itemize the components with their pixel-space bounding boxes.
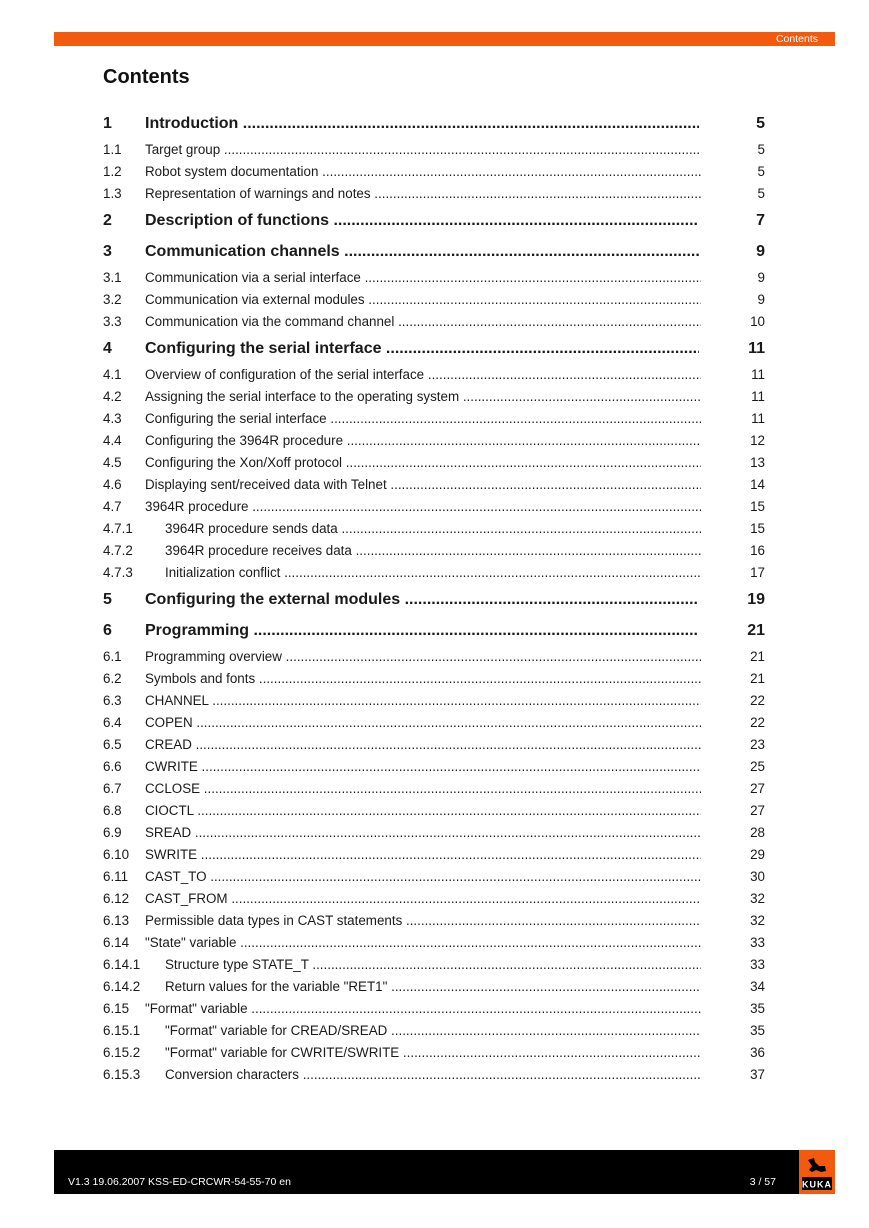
toc-entry-title-leader	[145, 408, 701, 430]
toc-entry-title: CHANNEL	[145, 693, 209, 708]
toc-entry[interactable]	[103, 888, 765, 910]
toc-entry-title: "State" variable	[145, 935, 237, 950]
toc-entry[interactable]	[103, 646, 765, 668]
toc-entry-page: 30	[750, 869, 765, 884]
toc-entry-title: Return values for the variable "RET1"	[165, 979, 388, 994]
toc-entry[interactable]	[103, 518, 765, 540]
toc-entry[interactable]	[103, 139, 765, 161]
toc-entry-title-leader	[145, 800, 701, 822]
toc-entry-title-leader	[145, 364, 701, 386]
toc-entry[interactable]	[103, 734, 765, 756]
toc-entry-number: 3.3	[103, 314, 122, 329]
toc-entry-page: 10	[750, 314, 765, 329]
toc-entry-page: 11	[748, 340, 765, 357]
toc-entry-title-leader	[145, 474, 701, 496]
toc-entry-number: 6.6	[103, 759, 122, 774]
toc-entry-title-leader	[145, 584, 699, 615]
toc-entry-title: 3964R procedure receives data	[165, 543, 352, 558]
toc-entry-number: 6.10	[103, 847, 130, 862]
toc-chapter-entry[interactable]	[103, 205, 765, 236]
toc-entry-title: "Format" variable for CREAD/SREAD	[165, 1023, 388, 1038]
toc-entry-number: 6.15.3	[103, 1067, 141, 1082]
toc-entry[interactable]	[103, 976, 765, 998]
toc-entry[interactable]	[103, 1020, 765, 1042]
toc-entry-number: 6.2	[103, 671, 122, 686]
toc-entry-page: 22	[750, 693, 765, 708]
toc-entry-title-leader	[145, 910, 701, 932]
toc-entry[interactable]	[103, 452, 765, 474]
toc-entry[interactable]	[103, 712, 765, 734]
toc-entry-title: Configuring the serial interface	[145, 340, 382, 357]
toc-entry-page: 5	[756, 115, 765, 132]
toc-entry[interactable]	[103, 668, 765, 690]
toc-entry-page: 36	[750, 1045, 765, 1060]
toc-entry-number: 4.3	[103, 411, 122, 426]
toc-entry-number: 4.5	[103, 455, 122, 470]
toc-entry-page: 5	[757, 186, 765, 201]
toc-chapter-entry[interactable]	[103, 108, 765, 139]
toc-entry-number: 6.15.2	[103, 1045, 141, 1060]
toc-entry-page: 32	[750, 891, 765, 906]
toc-entry-number: 6.14.2	[103, 979, 141, 994]
toc-entry-title: Conversion characters	[165, 1067, 299, 1082]
toc-entry-title: Configuring the 3964R procedure	[145, 433, 344, 448]
toc-entry[interactable]	[103, 430, 765, 452]
toc-entry[interactable]	[103, 161, 765, 183]
toc-entry-title-leader	[145, 888, 701, 910]
toc-entry-title-leader	[145, 866, 701, 888]
toc-entry[interactable]	[103, 954, 765, 976]
toc-entry[interactable]	[103, 474, 765, 496]
toc-entry-title: Configuring the serial interface	[145, 411, 327, 426]
toc-entry[interactable]	[103, 866, 765, 888]
toc-entry-number: 6.15.1	[103, 1023, 141, 1038]
toc-entry-number: 6.7	[103, 781, 122, 796]
toc-entry-title: Displaying sent/received data with Telnet	[145, 477, 387, 492]
toc-entry-title-leader	[145, 311, 701, 333]
toc-entry-title: SWRITE	[145, 847, 198, 862]
toc-entry-page: 25	[750, 759, 765, 774]
toc-entry-number: 1.3	[103, 186, 122, 201]
toc-entry-title: "Format" variable	[145, 1001, 248, 1016]
toc-entry-number: 4.7	[103, 499, 122, 514]
header-bar	[54, 32, 835, 46]
toc-entry[interactable]	[103, 690, 765, 712]
toc-entry[interactable]	[103, 1042, 765, 1064]
toc-entry-number: 6.13	[103, 913, 130, 928]
toc-entry-title: Assigning the serial interface to the operating system	[145, 389, 460, 404]
toc-entry-title: Structure type STATE_T	[165, 957, 309, 972]
toc-entry-title: Symbols and fonts	[145, 671, 256, 686]
toc-entry-title-leader	[165, 518, 701, 540]
toc-entry-page: 32	[750, 913, 765, 928]
toc-entry-page: 35	[750, 1023, 765, 1038]
toc-entry-title: CWRITE	[145, 759, 198, 774]
toc-entry-page: 16	[750, 543, 765, 558]
footer-bar	[54, 1150, 835, 1194]
toc-entry-title-leader	[165, 1042, 701, 1064]
toc-entry-title: "Format" variable for CWRITE/SWRITE	[165, 1045, 400, 1060]
toc-entry-number: 1.2	[103, 164, 122, 179]
toc-entry-title-leader	[145, 452, 701, 474]
toc-entry-number: 2	[103, 212, 112, 229]
toc-entry-page: 5	[757, 142, 765, 157]
toc-entry-title-leader	[145, 161, 701, 183]
toc-entry-title-leader	[165, 976, 701, 998]
toc-entry-title-leader	[145, 734, 701, 756]
toc-entry-page: 33	[750, 957, 765, 972]
toc-entry[interactable]	[103, 496, 765, 518]
toc-entry-title-leader	[145, 932, 701, 954]
toc-entry[interactable]	[103, 562, 765, 584]
toc-entry-page: 5	[757, 164, 765, 179]
toc-entry-title: SREAD	[145, 825, 192, 840]
toc-entry-title-leader	[165, 954, 701, 976]
toc-entry-page: 37	[750, 1067, 765, 1082]
toc-entry-page: 21	[750, 671, 765, 686]
toc-entry-number: 1	[103, 115, 112, 132]
toc-entry[interactable]	[103, 756, 765, 778]
toc-entry-title-leader	[145, 712, 701, 734]
toc-entry-page: 21	[750, 649, 765, 664]
toc-entry-title-leader	[145, 778, 701, 800]
toc-entry-title-leader	[145, 615, 699, 646]
toc-entry[interactable]	[103, 844, 765, 866]
toc-entry-number: 6.14	[103, 935, 130, 950]
toc-entry-page: 27	[750, 781, 765, 796]
toc-entry[interactable]	[103, 822, 765, 844]
toc-entry-title-leader	[165, 540, 701, 562]
toc-entry-page: 11	[751, 411, 765, 426]
toc-chapter-entry[interactable]	[103, 333, 765, 364]
toc-entry-number: 6.3	[103, 693, 122, 708]
toc-entry-number: 6.14.1	[103, 957, 141, 972]
toc-entry-title-leader	[165, 1064, 701, 1086]
toc-entry-title: 3964R procedure	[145, 499, 249, 514]
toc-entry[interactable]	[103, 932, 765, 954]
toc-entry-page: 17	[750, 565, 765, 580]
toc-entry-title-leader	[145, 668, 701, 690]
toc-entry-number: 6.11	[103, 869, 129, 884]
toc-entry-title: Target group	[145, 142, 221, 157]
toc-entry-title: Communication via external modules	[145, 292, 365, 307]
toc-entry-number: 4	[103, 340, 112, 357]
toc-chapter-entry[interactable]	[103, 236, 765, 267]
toc-entry-number: 4.2	[103, 389, 122, 404]
toc-entry[interactable]	[103, 386, 765, 408]
toc-entry-title-leader	[165, 562, 701, 584]
toc-entry[interactable]	[103, 800, 765, 822]
toc-entry[interactable]	[103, 778, 765, 800]
toc-entry-title-leader	[165, 1020, 701, 1042]
toc-entry-number: 6.8	[103, 803, 122, 818]
toc-entry-number: 1.1	[103, 142, 122, 157]
toc-entry-title-leader	[145, 267, 701, 289]
toc-entry-page: 15	[750, 521, 765, 536]
toc-entry-number: 6	[103, 622, 112, 639]
toc-entry-page: 9	[757, 292, 765, 307]
toc-entry-page: 22	[750, 715, 765, 730]
toc-entry-title: Introduction	[145, 115, 239, 132]
toc-entry-number: 6.15	[103, 1001, 130, 1016]
toc-entry-page: 29	[750, 847, 765, 862]
toc-entry-title-leader	[145, 139, 701, 161]
toc-entry-number: 5	[103, 591, 112, 608]
toc-entry-number: 3	[103, 243, 112, 260]
toc-entry-number: 4.1	[103, 367, 122, 382]
toc-entry-title-leader	[145, 756, 701, 778]
toc-entry-title-leader	[145, 496, 701, 518]
toc-entry-page: 27	[750, 803, 765, 818]
toc-entry-title: CIOCTL	[145, 803, 194, 818]
footer-document-info: V1.3 19.06.2007 KSS-ED-CRCWR-54-55-70 en	[68, 1176, 291, 1188]
toc-entry-number: 4.7.3	[103, 565, 133, 580]
toc-entry-title-leader	[145, 289, 701, 311]
toc-entry-title-leader	[145, 690, 701, 712]
toc-entry[interactable]	[103, 267, 765, 289]
toc-entry-title: Communication via the command channel	[145, 314, 395, 329]
toc-entry-title: Programming overview	[145, 649, 282, 664]
toc-entry-title: CREAD	[145, 737, 192, 752]
toc-entry-title: CCLOSE	[145, 781, 201, 796]
toc-entry-number: 6.12	[103, 891, 130, 906]
toc-entry-title: Communication channels	[145, 243, 340, 260]
toc-entry-page: 33	[750, 935, 765, 950]
toc-entry-title-leader	[145, 205, 699, 236]
toc-chapter-entry[interactable]	[103, 615, 765, 646]
toc-entry-title-leader	[145, 183, 701, 205]
toc-entry-title: Configuring the Xon/Xoff protocol	[145, 455, 343, 470]
toc-entry[interactable]	[103, 540, 765, 562]
toc-entry[interactable]	[103, 910, 765, 932]
toc-entry-title: Permissible data types in CAST statements	[145, 913, 403, 928]
toc-entry-page: 11	[751, 367, 765, 382]
toc-entry-title-leader	[145, 386, 701, 408]
toc-entry-page: 11	[751, 389, 765, 404]
page-title: Contents	[103, 66, 190, 88]
toc-entry-title: CAST_TO	[145, 869, 207, 884]
toc-entry-title: Robot system documentation	[145, 164, 319, 179]
toc-entry-title-leader	[145, 998, 701, 1020]
toc-entry-page: 9	[757, 270, 765, 285]
toc-entry-number: 4.7.2	[103, 543, 133, 558]
toc-entry-number: 6.5	[103, 737, 122, 752]
toc-entry-number: 6.1	[103, 649, 122, 664]
toc-entry-page: 28	[750, 825, 765, 840]
toc-entry-page: 12	[750, 433, 765, 448]
toc-entry-page: 15	[750, 499, 765, 514]
toc-entry-number: 3.1	[103, 270, 122, 285]
toc-entry-title: CAST_FROM	[145, 891, 228, 906]
toc-entry[interactable]	[103, 183, 765, 205]
toc-entry-title: Communication via a serial interface	[145, 270, 361, 285]
toc-entry[interactable]	[103, 408, 765, 430]
toc-entry-number: 3.2	[103, 292, 122, 307]
toc-entry-title-leader	[145, 236, 699, 267]
kuka-logo-text: KUKA	[802, 1179, 832, 1190]
header-label: Contents	[775, 33, 818, 45]
toc-entry-page: 21	[747, 622, 765, 639]
toc-chapter-entry[interactable]	[103, 584, 765, 615]
toc-entry[interactable]	[103, 289, 765, 311]
toc-entry-title: Programming	[145, 622, 250, 639]
toc-entry-title-leader	[145, 822, 701, 844]
toc-entry-page: 14	[750, 477, 765, 492]
toc-entry-title: COPEN	[145, 715, 193, 730]
toc-entry-title: Initialization conflict	[165, 565, 281, 580]
toc-entry[interactable]	[103, 998, 765, 1020]
table-of-contents	[103, 108, 765, 1086]
toc-entry-title: Description of functions	[145, 212, 329, 229]
toc-entry[interactable]	[103, 311, 765, 333]
toc-entry-page: 9	[756, 243, 765, 260]
toc-entry-title-leader	[145, 108, 699, 139]
toc-entry-title: Configuring the external modules	[145, 591, 401, 608]
toc-entry-number: 4.4	[103, 433, 122, 448]
toc-entry[interactable]	[103, 1064, 765, 1086]
toc-entry-page: 19	[747, 591, 765, 608]
toc-entry-title-leader	[145, 430, 701, 452]
toc-entry-number: 6.4	[103, 715, 122, 730]
toc-entry-page: 23	[750, 737, 765, 752]
toc-entry-page: 7	[756, 212, 765, 229]
toc-entry[interactable]	[103, 364, 765, 386]
toc-entry-number: 4.6	[103, 477, 122, 492]
toc-entry-title: Representation of warnings and notes	[145, 186, 371, 201]
toc-entry-title-leader	[145, 646, 701, 668]
toc-entry-page: 35	[750, 1001, 765, 1016]
toc-entry-title: Overview of configuration of the serial interface	[145, 367, 425, 382]
toc-entry-page: 34	[750, 979, 765, 994]
toc-entry-number: 6.9	[103, 825, 122, 840]
kuka-logo-icon	[799, 1150, 835, 1194]
toc-entry-page: 13	[750, 455, 765, 470]
toc-entry-number: 4.7.1	[103, 521, 133, 536]
footer-page-number: 3 / 57	[749, 1176, 776, 1188]
toc-entry-title-leader	[145, 844, 701, 866]
toc-entry-title-leader	[145, 333, 699, 364]
toc-entry-title: 3964R procedure sends data	[165, 521, 338, 536]
